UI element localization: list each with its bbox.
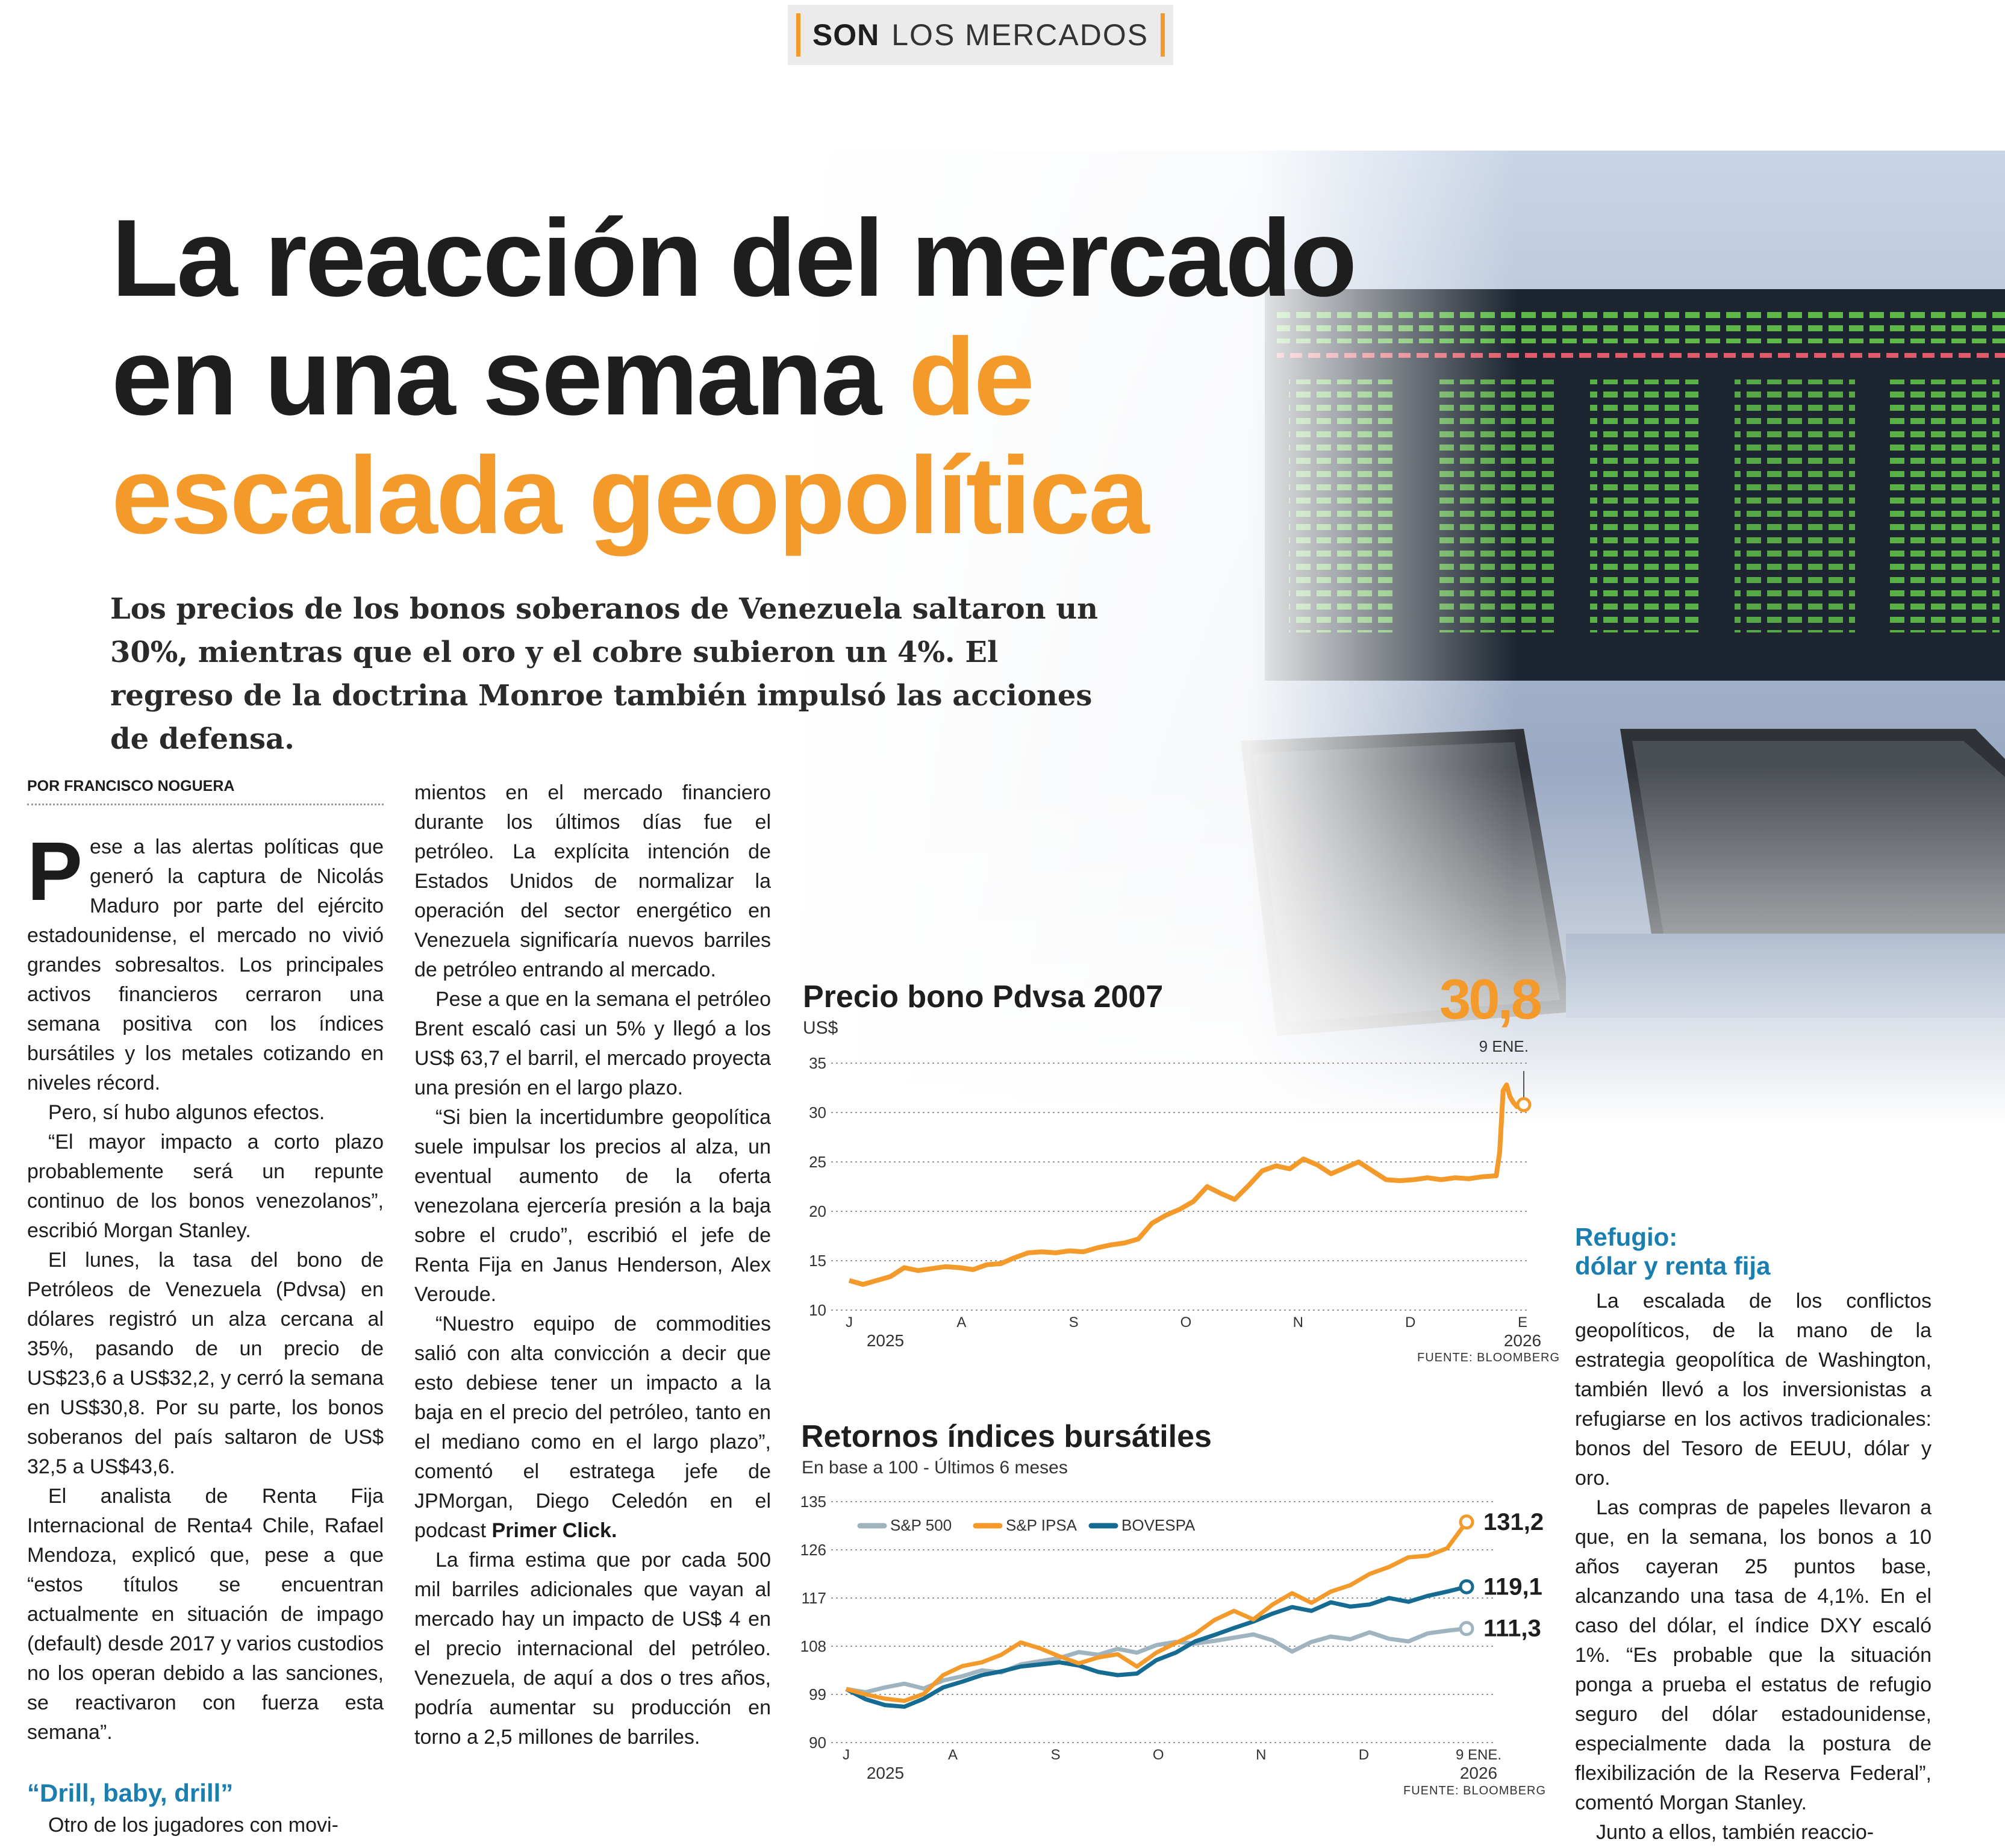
chart1-xtick-label: D <box>1405 1314 1416 1331</box>
chart1-ytick-label: 15 <box>809 1252 826 1270</box>
chart1-ytick-label: 35 <box>809 1054 826 1072</box>
chart2-plot <box>795 1479 1560 1792</box>
paragraph: Las compras de papeles llevaron a que, en la semana, los bonos a 10 años cayeran 25 puntos base, alcanzando una tasa de 4,1%. En el caso del dólar, el índice DXY escaló 1%. “Es probable que la situación ponga a prueba el estatus de refugio seguro del dólar estadounidense, especialmente dada la postura de flexibilización de la Reserva Federal”, comentó Morgan Stanley. <box>1575 1496 1932 1814</box>
lede: Los precios de los bonos soberanos de Venezuela saltaron un 30%, mientras que el oro y el cobre subieron un 4%. El regreso de la doctrina Monroe también impulsó las acciones de defensa. <box>110 592 1099 756</box>
chart1-highlight-label: 9 ENE. <box>1479 1037 1529 1055</box>
paragraph: Junto a ellos, también reaccio- <box>1596 1821 1874 1844</box>
chart2-year-label: 2026 <box>1459 1764 1498 1782</box>
headline-line1: La reacción del mercado <box>111 196 1356 319</box>
chart2-series-ipsa-end-label: 131,2 <box>1483 1508 1544 1535</box>
headline-line3-accent: escalada geopolítica <box>111 434 1148 557</box>
paragraph: La firma estima que por cada 500 mil barriles adicionales que vayan al mercado hay un impacto de US$ 4 en el precio internacional del petróleo. Venezuela, de aquí a dos o tres años, podría aumentar su producción en torno a 2,5 millones de barriles. <box>414 1549 771 1749</box>
chart2-year-label: 2025 <box>866 1764 905 1782</box>
section-tag-light: LOS MERCADOS <box>891 18 1149 52</box>
headline <box>111 196 1436 557</box>
section-tag <box>788 5 1173 65</box>
byline: POR FRANCISCO NOGUERA <box>27 777 384 805</box>
paragraph-text: ese a las alertas políticas que generó la captura de Nicolás Maduro por parte del ejército estadounidense, el mercado no vivió grandes sobresaltos. Los principales activos financieros cerraron una semana positiva con los índices bursátiles y los metales cotizando en niveles récord. <box>27 835 384 1094</box>
paragraph: Otro de los jugadores con movi- <box>48 1814 338 1837</box>
chart2-xtick-label: N <box>1256 1747 1267 1763</box>
chart2-xtick-label: S <box>1050 1747 1061 1763</box>
article-column-2 <box>414 778 771 1752</box>
paragraph: Pero, sí hubo algunos efectos. <box>48 1101 325 1124</box>
chart2-ytick-label: 135 <box>800 1493 826 1511</box>
chart2-ytick-label: 117 <box>801 1589 826 1607</box>
chart1-year-label: 2026 <box>1503 1331 1542 1350</box>
section-tag-bar-right <box>1161 13 1165 57</box>
subhead-refugio-line1: Refugio: <box>1575 1223 1678 1251</box>
chart1-xtick-label: S <box>1068 1314 1079 1331</box>
chart2-xtick-label: 9 ENE. <box>1455 1747 1502 1763</box>
paragraph: El lunes, la tasa del bono de Petróleos de Venezuela (Pdvsa) en dólares registró un alza cercana al 35%, pasando de un precio de US$23,6 a US$32,2, y cerró la semana en US$30,8. Por su parte, los bonos soberanos del país saltaron de US$ 32,5 a US$43,6. <box>27 1249 384 1478</box>
chart2-xtick-label: J <box>843 1747 850 1763</box>
chart2-series-ipsa-end-marker <box>1461 1516 1473 1528</box>
subhead-refugio <box>1575 1223 1932 1281</box>
chart1-year-label: 2025 <box>866 1331 905 1350</box>
subhead-drill: “Drill, baby, drill” <box>27 1779 234 1807</box>
chart1-unit: US$ <box>803 1018 838 1038</box>
chart2-series-sp500-end-marker <box>1461 1623 1473 1635</box>
chart2-series-bovespa-end-marker <box>1461 1581 1473 1593</box>
chart1-end-marker <box>1518 1099 1530 1111</box>
paragraph <box>414 1310 771 1546</box>
chart2-subtitle: En base a 100 - Últimos 6 meses <box>802 1458 1068 1478</box>
section-tag-bar-left <box>796 13 800 57</box>
headline-line2-accent: de <box>908 315 1033 438</box>
chart2-title: Retornos índices bursátiles <box>801 1419 1212 1454</box>
paragraph: La escalada de los conflictos geopolíticos, de la mano de la estrategia geopolítica de Washington, también llevó a los inversionistas a refugiarse en los activos tradicionales: bonos del Tesoro de EEUU, dólar y oro. <box>1575 1290 1932 1490</box>
paragraph: Pese a que en la semana el petróleo Brent escaló casi un 5% y llegó a los US$ 63,7 el barril, el mercado proyecta una presión en el largo plazo. <box>414 988 771 1099</box>
chart2-xtick-label: A <box>948 1747 958 1763</box>
subhead-refugio-line2: dólar y renta fija <box>1575 1252 1771 1280</box>
chart1-ytick-label: 25 <box>809 1153 826 1171</box>
section-tag-bold: SON <box>812 18 880 52</box>
chart2-legend-label: S&P 500 <box>890 1516 952 1534</box>
article-column-3 <box>1575 1223 1932 1847</box>
chart2-series-sp500-end-label: 111,3 <box>1483 1615 1541 1642</box>
chart2-source: FUENTE: BLOOMBERG <box>1403 1784 1547 1797</box>
chart1-source: FUENTE: BLOOMBERG <box>1417 1351 1561 1364</box>
chart1-xtick-label: O <box>1180 1314 1192 1331</box>
chart1-series-line <box>849 1085 1524 1284</box>
chart2-xtick-label: O <box>1152 1747 1164 1763</box>
chart2-series-bovespa-end-label: 119,1 <box>1483 1573 1542 1600</box>
paragraph: “El mayor impacto a corto plazo probablemente será un repunte continuo de los bonos venezolanos”, escribió Morgan Stanley. <box>27 1131 384 1242</box>
chart2-ytick-label: 99 <box>809 1685 826 1703</box>
chart1-ytick-label: 30 <box>809 1103 826 1122</box>
headline-line2-dark: en una semana <box>111 315 909 438</box>
chart2-legend-label: BOVESPA <box>1121 1516 1196 1534</box>
chart1-ytick-label: 20 <box>809 1202 826 1220</box>
chart1-plot <box>795 1036 1554 1373</box>
paragraph <box>27 825 384 1098</box>
chart1-xtick-label: J <box>846 1314 853 1331</box>
chart1-xtick-label: A <box>956 1314 967 1331</box>
drop-cap: P <box>27 825 83 918</box>
chart2-legend-label: S&P IPSA <box>1006 1516 1077 1534</box>
chart1-xtick-label: E <box>1517 1314 1528 1331</box>
chart2-ytick-label: 126 <box>800 1541 826 1559</box>
chart2-ytick-label: 108 <box>800 1637 826 1655</box>
chart2-xtick-label: D <box>1358 1747 1370 1763</box>
paragraph: mientos en el mercado financiero durante los últimos días fue el petróleo. La explícita intención de Estados Unidos de normalizar la operación del sector energético en Venezuela significaría nuevos barriles de petróleo entrando al mercado. <box>414 781 771 981</box>
paragraph: “Si bien la incertidumbre geopolítica suele impulsar los precios al alza, un eventual aumento de la oferta venezolana ejercería presión a la baja sobre el crudo”, escribió el jefe de Renta Fija en Janus Henderson, Alex Veroude. <box>414 1106 771 1306</box>
chart2-series-ipsa-line <box>846 1522 1467 1701</box>
paragraph-text: “Nuestro equipo de commodities salió con alta convicción a decir que esto debiese tener un impacto a la baja en el precio del petróleo, tanto en el mediano como en el largo plazo”, comentó el estratega jefe de JPMorgan, Diego Celedón en el podcast <box>414 1313 771 1542</box>
chart2-ytick-label: 90 <box>809 1734 826 1752</box>
chart1-title: Precio bono Pdvsa 2007 <box>803 979 1164 1014</box>
chart1-highlight-value: 30,8 <box>1439 967 1540 1031</box>
paragraph: El analista de Renta Fija Internacional de Renta4 Chile, Rafael Mendoza, explicó que, pese a que “estos títulos se encuentran actualmente en situación de impago (default) desde 2017 y varios custodios no los operan debido a las sanciones, se reactivaron con fuerza esta semana”. <box>27 1485 384 1744</box>
podcast-name: Primer Click. <box>491 1519 617 1542</box>
chart1-ytick-label: 10 <box>809 1301 826 1319</box>
article-column-1 <box>27 777 384 1840</box>
chart1-xtick-label: N <box>1292 1314 1304 1331</box>
